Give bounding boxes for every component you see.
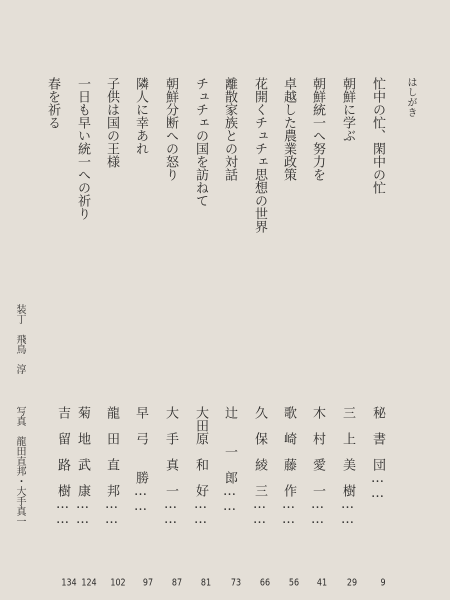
- author-name: 吉 留 路 樹: [55, 406, 70, 497]
- preface-heading: はしがき: [405, 77, 416, 117]
- chapter-title: 離散家族との対話: [222, 77, 237, 181]
- author-name: 秘 書 団: [370, 406, 385, 471]
- author-entry: [371, 406, 384, 574]
- dot-leader: ……: [75, 497, 90, 527]
- author-name: 三 上 美 樹: [340, 406, 355, 497]
- dot-leader: ……: [133, 484, 148, 514]
- author-name: 大 手 真 一: [163, 406, 178, 497]
- author-entry: [223, 406, 236, 574]
- dot-leader: ……: [104, 497, 119, 527]
- chapter-title: 隣人に幸あれ: [133, 77, 148, 155]
- author-entry: [76, 406, 89, 574]
- dot-leader: ……: [370, 471, 385, 501]
- chapter-title: 忙中の忙、閑中の忙: [370, 77, 385, 194]
- page-number: 41: [316, 577, 328, 588]
- author-entry: [341, 406, 354, 574]
- author-name: 久 保 綾 三: [252, 406, 267, 497]
- author-entry: [105, 406, 118, 574]
- author-name: 辻 一 郎: [222, 406, 237, 484]
- page-number: 73: [230, 577, 242, 588]
- chapter-title: 朝鮮分断への怒り: [163, 77, 178, 181]
- dot-leader: ……: [193, 497, 208, 527]
- page-number: 9: [380, 577, 386, 588]
- author-entry: [134, 406, 147, 574]
- dot-leader: ……: [222, 484, 237, 514]
- author-name: 早 弓 勝: [133, 406, 148, 484]
- page-number: 81: [200, 577, 212, 588]
- chapter-title: 朝鮮に学ぶ: [340, 77, 355, 142]
- author-name: 大田原 和 好: [193, 406, 208, 497]
- design-credit: 装丁 飛鳥 淳: [14, 304, 25, 374]
- page-number: 134: [61, 577, 77, 588]
- dot-leader: ……: [55, 497, 70, 527]
- chapter-title: 一日も早い統一への祈り: [75, 77, 90, 220]
- page-number: 66: [259, 577, 271, 588]
- page-number: 102: [110, 577, 126, 588]
- author-name: 木 村 愛 一: [310, 406, 325, 497]
- dot-leader: ……: [252, 497, 267, 527]
- chapter-title: 春を祈る: [45, 77, 60, 129]
- page-number: 29: [346, 577, 358, 588]
- chapter-title: 子供は国の王様: [104, 77, 119, 168]
- page-number: 56: [288, 577, 300, 588]
- author-entry: [282, 406, 295, 574]
- page-number: 97: [142, 577, 154, 588]
- chapter-title: 花開くチュチェ思想の世界: [252, 77, 267, 233]
- author-name: 龍 田 直 邦: [104, 406, 119, 497]
- page-number: 124: [81, 577, 97, 588]
- author-entry: [194, 406, 207, 574]
- chapter-title: 卓越した農業政策: [281, 77, 296, 181]
- author-name: 歌 崎 藤 作: [281, 406, 296, 497]
- author-entry: [164, 406, 177, 574]
- author-name: 菊 地 武 康: [75, 406, 90, 497]
- dot-leader: ……: [163, 497, 178, 527]
- chapter-title: 朝鮮統一へ努力を: [310, 77, 325, 181]
- author-entry: [253, 406, 266, 574]
- dot-leader: ……: [310, 497, 325, 527]
- dot-leader: ……: [281, 497, 296, 527]
- author-entry: [56, 406, 69, 574]
- page-number: 87: [171, 577, 183, 588]
- dot-leader: ……: [340, 497, 355, 527]
- photo-credit: 写真 龍田直邦・大手真一: [14, 406, 25, 526]
- chapter-title: チュチェの国を訪ねて: [193, 77, 208, 207]
- author-entry: [311, 406, 324, 574]
